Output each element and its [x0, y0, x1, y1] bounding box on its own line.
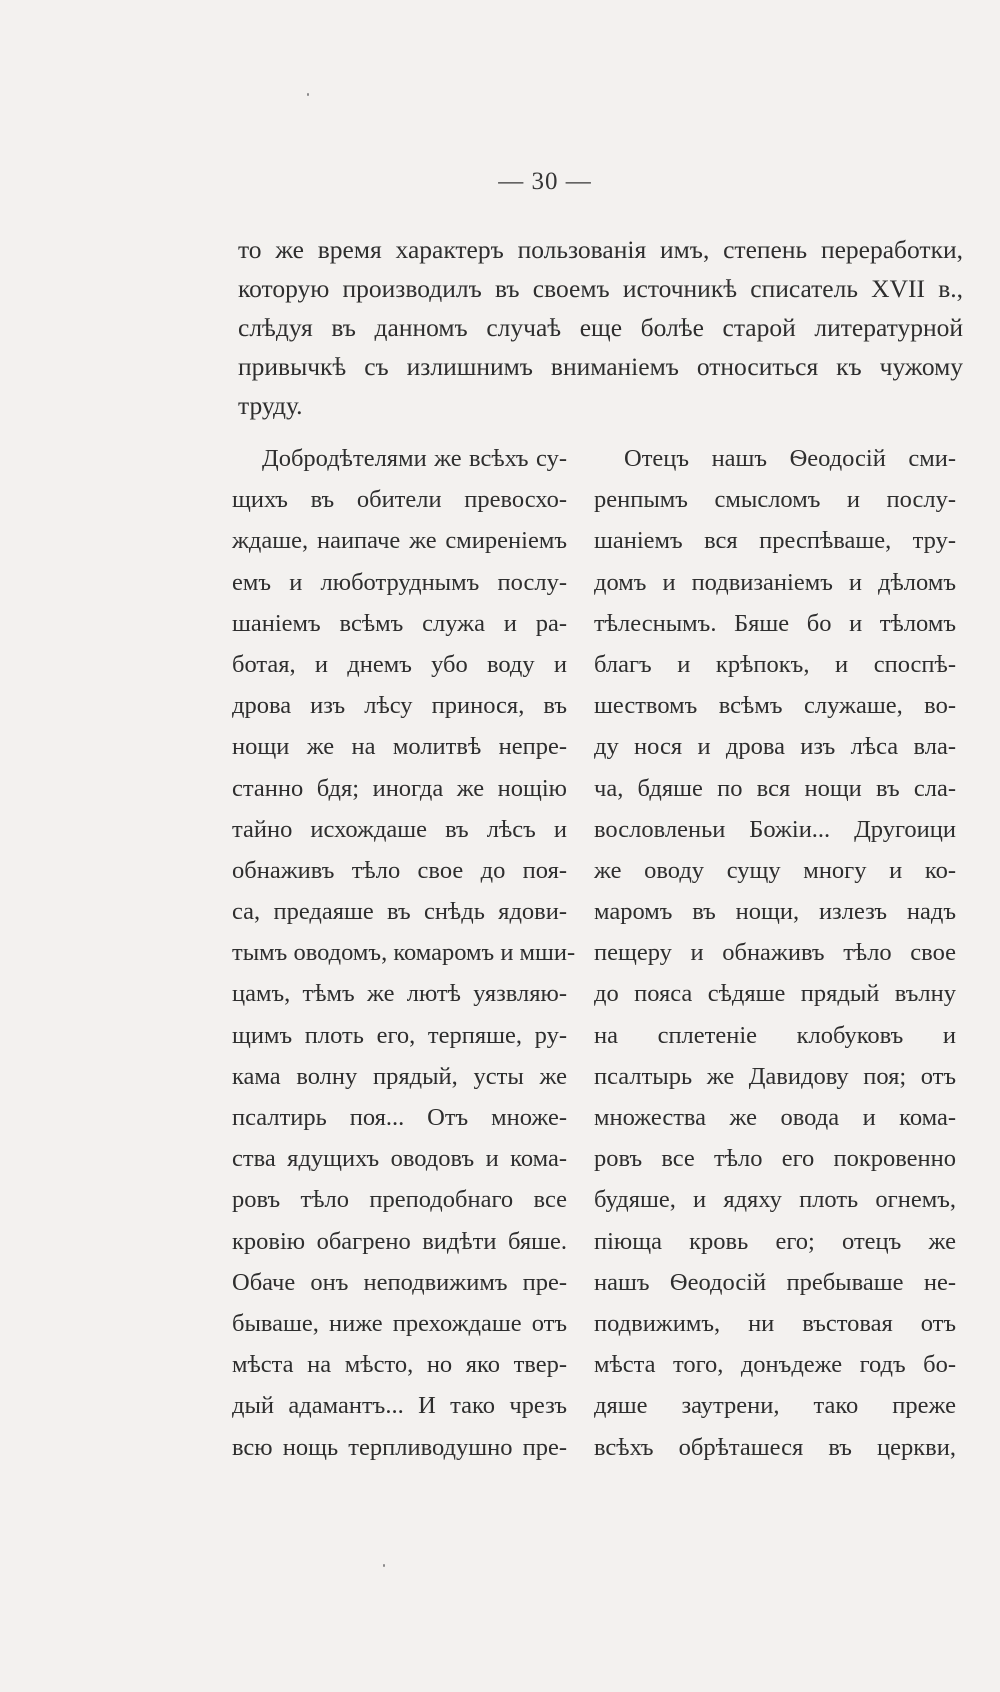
- text-line: вословленьи Божіи... Другоици: [594, 815, 956, 843]
- text-line: цамъ, тѣмъ же лютѣ уязвляю-: [232, 980, 567, 1008]
- text-line: щихъ въ обители превосхо-: [232, 486, 567, 514]
- text-line: шаніемъ всѣмъ служа и ра-: [232, 609, 567, 637]
- text-line: домъ и подвизаніемъ и дѣломъ: [594, 568, 956, 596]
- text-line: шаніемъ вся преспѣваше, тру-: [594, 527, 956, 555]
- paper-speck: [307, 93, 309, 96]
- text-line: труду.: [238, 391, 303, 420]
- text-line: ренпымъ смысломъ и послу-: [594, 486, 956, 514]
- text-line: мѣста того, донъдеже годъ бо-: [594, 1351, 956, 1379]
- text-line: ждаше, наипаче же смиреніемъ: [232, 527, 567, 555]
- text-line: обнаживъ тѣло свое до поя-: [232, 856, 567, 884]
- text-line: тѣлеснымъ. Бяше бо и тѣломъ: [594, 609, 956, 637]
- text-line: которую производилъ въ своемъ источникѣ списатель XVII в.,: [238, 274, 963, 303]
- text-line: псалтырь же Давидову поя; отъ: [594, 1062, 956, 1090]
- text-line: псалтирь поя... Отъ множе-: [232, 1104, 567, 1131]
- page-number: — 30 —: [498, 168, 592, 195]
- text-line: ботая, и днемъ убо воду и: [232, 650, 567, 678]
- text-line: щимъ плоть его, терпяше, ру-: [232, 1021, 567, 1049]
- right-column-text: [594, 438, 956, 1468]
- text-line: множества же овода и кома-: [594, 1104, 956, 1131]
- text-line: всѣхъ обрѣташеся въ церкви,: [594, 1433, 956, 1461]
- text-line: нощи же на молитвѣ непре-: [232, 733, 567, 761]
- text-line: дый адамантъ... И тако чрезъ: [232, 1392, 567, 1420]
- text-line: на сплетеніе клобуковъ и: [594, 1021, 956, 1049]
- text-line: то же время характеръ пользованія имъ, степень переработки,: [238, 235, 963, 264]
- text-line: ства ядущихъ оводовъ и кома-: [232, 1145, 567, 1173]
- text-line: ровъ все тѣло его покровенно: [594, 1145, 956, 1173]
- left-column-text: [232, 438, 576, 1468]
- text-line: ровъ тѣло преподобнаго все: [232, 1186, 567, 1214]
- text-line: са, предаяше въ снѣдь ядови-: [232, 898, 567, 926]
- text-line: Добродѣтелями же всѣхъ су-: [262, 445, 567, 472]
- text-line: Обаче онъ неподвижимъ пре-: [232, 1268, 567, 1296]
- text-line: піюща кровь его; отецъ же: [594, 1227, 956, 1255]
- text-line: привычкѣ съ излишнимъ вниманіемъ относиться къ чужому: [238, 352, 963, 381]
- text-line: пещеру и обнаживъ тѣло свое: [594, 939, 956, 967]
- text-line: благъ и крѣпокъ, и споспѣ-: [594, 650, 956, 678]
- text-line: всю нощь терпливодушно пре-: [232, 1433, 567, 1461]
- text-line: кама волну прядый, усты же: [232, 1062, 567, 1090]
- text-line: тайно исхождаше въ лѣсъ и: [232, 815, 567, 843]
- text-line: нашъ Ѳеодосій пребываше не-: [594, 1268, 956, 1296]
- intro-paragraph: [238, 230, 963, 425]
- text-line: ду нося и дрова изъ лѣса вла-: [594, 733, 956, 761]
- text-line: кровію обагрено видѣти бяше.: [232, 1227, 567, 1255]
- text-line: мѣста на мѣсто, но яко твер-: [232, 1351, 567, 1379]
- text-line: станно бдя; иногда же нощію: [232, 774, 567, 802]
- paper-speck: [383, 1564, 385, 1567]
- text-line: дрова изъ лѣсу принося, въ: [232, 692, 567, 720]
- text-line: бываше, ниже прехождаше отъ: [232, 1309, 567, 1337]
- text-line: слѣдуя въ данномъ случаѣ еще болѣе старой литературной: [238, 313, 963, 342]
- text-line: Отецъ нашъ Ѳеодосій сми-: [624, 445, 956, 472]
- text-line: до пояса сѣдяше прядый вълну: [594, 980, 956, 1008]
- text-line: подвижимъ, ни въстовая отъ: [594, 1309, 956, 1337]
- text-line: дяше заутрени, тако преже: [594, 1392, 956, 1420]
- text-line: шествомъ всѣмъ служаше, во-: [594, 692, 956, 720]
- text-line: будяше, и ядяху плоть огнемъ,: [594, 1186, 956, 1214]
- text-line: тымъ оводомъ, комаромъ и мши-: [232, 939, 576, 967]
- text-line: ча, бдяше по вся нощи въ сла-: [594, 774, 956, 802]
- text-line: емъ и люботруднымъ послу-: [232, 568, 567, 596]
- text-line: маромъ въ нощи, излезъ надъ: [594, 898, 956, 926]
- text-line: же оводу сущу многу и ко-: [594, 856, 956, 884]
